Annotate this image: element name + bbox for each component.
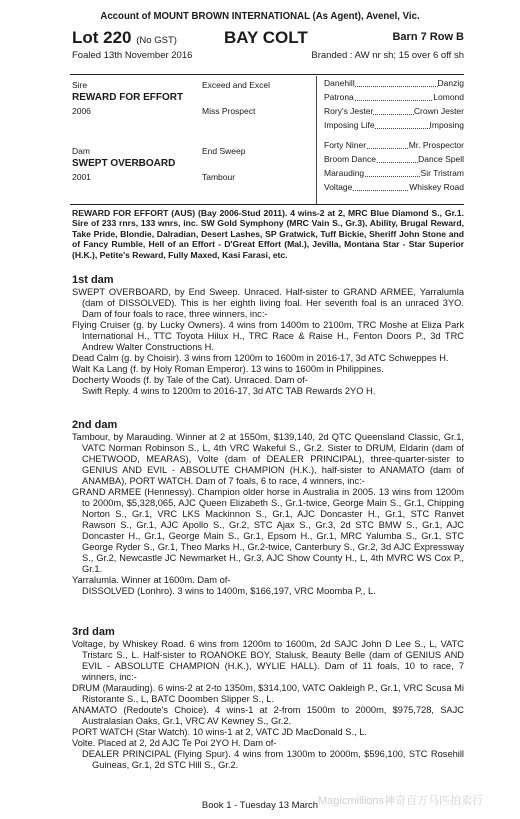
dam-paragraph: SWEPT OVERBOARD, by End Sweep. Unraced. Half-sister to GRAND ARMEE, Yarralumla (dam of DISSOLVED). This is her eighth living foal. Her seventh foal is an unraced 3YO. Dam of four foals to race, three winners, inc:- xyxy=(72,287,464,319)
lot-header xyxy=(72,28,464,48)
horse-sex-colour: BAY COLT xyxy=(224,28,308,47)
first-dam-heading: 1st dam xyxy=(72,274,114,286)
gst-note: (No GST) xyxy=(136,35,177,46)
progeny-entry: GRAND ARMEE (Hennessy). Champion older horse in Australia in 2005. 13 wins from 1200m to 2000m, $5,328,065, AJC Queen Elizabeth S., Gr.1-twice, George Main S., Gr.1, Chipping Norton S., Gr.1, VRC LKS Mackinnon S., Gr.1, AJC Doncaster H., Gr.1, STC Ranvet Rawson S., Gr.1, AJC Apollo S., Gr.2, STC Ajax S., Gr.3, 2d STC BMW S., Gr.1, AJC Doncaster H., Gr.1, George Main S., Gr.1, Epsom H., Gr.1, MRC Yalumba S., Gr.1, STC George Ryder S., Gr.1, Theo Marks H., Gr.2-twice, Canterbury S., Gr.2, 3d AJC Expressway S., Gr.2, Newcastle JC Newmarket H., Gr.3, AJC Show County H., L, 4th MVRC WS Cox P., Gr.1. xyxy=(72,487,464,574)
dam-year: 2001 xyxy=(72,172,91,182)
grandparent-row: Danehill Danzig xyxy=(324,78,464,88)
third-dam-body xyxy=(72,639,464,771)
dam-sire: End Sweep xyxy=(202,146,246,156)
pedigree-divider xyxy=(316,76,317,204)
sire-dam: Miss Prospect xyxy=(202,106,256,116)
lot-number: Lot 220 (No GST) xyxy=(72,28,177,47)
sire-sire: Exceed and Excel xyxy=(202,80,271,90)
sire-name: REWARD FOR EFFORT xyxy=(72,92,184,103)
brand-marks: Branded : AW nr sh; 15 over 6 off sh xyxy=(311,50,464,61)
dam-dam: Tambour xyxy=(202,172,236,182)
progeny-entry: Volte. Placed at 2, 2d AJC Te Poi 2YO H. Dam of- xyxy=(72,738,277,748)
second-dam-heading: 2nd dam xyxy=(72,419,118,431)
consignor-line: Account of MOUNT BROWN INTERNATIONAL (As Agent), Avenel, Vic. xyxy=(100,10,420,22)
grandparent-row: Patrona Lomond xyxy=(324,92,464,102)
progeny-entry: Swift Reply. 4 wins to 1200m to 2016-17, 3d ATC TAB Rewards 2YO H. xyxy=(82,386,376,396)
progeny-entry: DEALER PRINCIPAL (Flying Spur). 4 wins from 1300m to 2000m, $596,100, STC Rosehill Guineas, Gr.1, 2d STC Hill S., Gr.2. xyxy=(82,749,464,770)
watermark: Magicmillions神奇百万马匹拍卖行 xyxy=(318,795,484,807)
barn-location: Barn 7 Row B xyxy=(392,31,464,43)
progeny-entry: Walt Ka Lang (f. by Holy Roman Emperor). 13 wins to 1600m in Philippines. xyxy=(72,364,384,374)
progeny-entry: PORT WATCH (Star Watch). 10 wins-1 at 2, VATC JD MacDonald S., L. xyxy=(72,727,367,737)
progeny-entry: Docherty Woods (f. by Tale of the Cat). Unraced. Dam of- xyxy=(72,375,308,385)
grandparent-row: Marauding Sir Tristram xyxy=(324,168,464,178)
dam-label: Dam xyxy=(72,146,90,156)
third-dam-heading: 3rd dam xyxy=(72,626,115,638)
grandparent-row: Broom Dance Dance Spell xyxy=(324,154,464,164)
progeny-entry: Yarralumla. Winner at 1600m. Dam of- xyxy=(72,575,231,585)
grandparent-row: Imposing Life Imposing xyxy=(324,120,464,130)
sire-year: 2006 xyxy=(72,106,91,116)
page-footer: Book 1 - Tuesday 13 March xyxy=(201,800,319,811)
progeny-entry: Flying Cruiser (g. by Lucky Owners). 4 wins from 1400m to 2100m, TRC Moshe at Eliza Park International H., TTC Toyota Hilux H., TRC Race & Raise H., Fenton Doors P., 3d TRC Andrew Walter Constructions H. xyxy=(72,320,464,352)
first-dam-body xyxy=(72,287,464,397)
second-dam-body xyxy=(72,432,464,597)
dam-paragraph: Voltage, by Whiskey Road. 6 wins from 1200m to 1600m, 2d SAJC John D Lee S., L, VATC Tristarc S., L. Half-sister to ROANOKE BOY, Stalusk, Beauty Belle (dam of GENIUS AND EVIL - ABSOLUTE CHAMPION (H.K.), WYLIE HALL). Dam of 11 foals, 10 to race, 7 winners, inc:- xyxy=(72,639,464,682)
progeny-entry: DISSOLVED (Lonhro). 3 wins to 1400m, $166,197, VRC Moomba P., L. xyxy=(82,586,376,596)
progeny-entry: DRUM (Marauding). 6 wins-2 at 2-to 1350m, $314,100, VATC Oakleigh P., Gr.1, VRC Scusa Mi Ristorante S., L, BATC Doomben Slipper S., L. xyxy=(72,683,464,704)
dam-name: SWEPT OVERBOARD xyxy=(72,158,176,169)
sire-label: Sire xyxy=(72,80,88,90)
pedigree-table xyxy=(72,76,464,204)
grandparent-row: Forty Niner Mr. Prospector xyxy=(324,140,464,150)
foaled-date: Foaled 13th November 2016 xyxy=(72,50,193,61)
grandparent-row: Rory's Jester Crown Jester xyxy=(324,106,464,116)
progeny-entry: Dead Calm (g. by Choisir). 3 wins from 1200m to 1600m in 2016-17, 3d ATC Schweppes H. xyxy=(72,353,449,363)
dam-paragraph: Tambour, by Marauding. Winner at 2 at 1550m, $139,140, 2d QTC Queensland Classic, Gr.1, VATC Norman Robinson S., L, 4th VRC Wakeful S., Gr.2. Sister to DRUM, Eldarin (dam of CHETWOOD, MEARAS), Volte (dam of DEALER PRINCIPAL), three-quarter-sister to GENIUS AND EVIL - ABSOLUTE CHAMPION (H.K.), half-sister to ANAMATO (dam of ANAMBA), PORT WATCH. Dam of 7 foals, 6 to race, 4 winners, inc:- xyxy=(72,432,464,486)
sire-summary: REWARD FOR EFFORT (AUS) (Bay 2006-Stud 2011). 4 wins-2 at 2, MRC Blue Diamond S., Gr.1. Sire of 233 rnrs, 133 wnrs, inc. SW Gold Symphony (MRC Vain S., Gr.3), Ability, Brugal Reward, Take Pride, Blondie, Dalradian, Desert Lashes, SP Gratwick, Tuff Bickie, Sheriff John Stone and of Fancy Rumble, Hell of an Effort - D'Great Effort (Mal.), Jevilla, Montana Star - Star Superior (H.K.), Petite's Reward, Fully Maxed, Kasi Farasi, etc. xyxy=(72,208,464,260)
progeny-entry: ANAMATO (Redoute's Choice). 4 wins-1 at 2-from 1500m to 2000m, $975,728, SAJC Australasian Oaks, Gr.1, VRC AV Kewney S., Gr.2. xyxy=(72,705,464,726)
grandparent-row: Voltage Whiskey Road xyxy=(324,182,464,192)
pedigree-top-rule xyxy=(70,74,464,75)
pedigree-bottom-rule xyxy=(70,204,464,205)
